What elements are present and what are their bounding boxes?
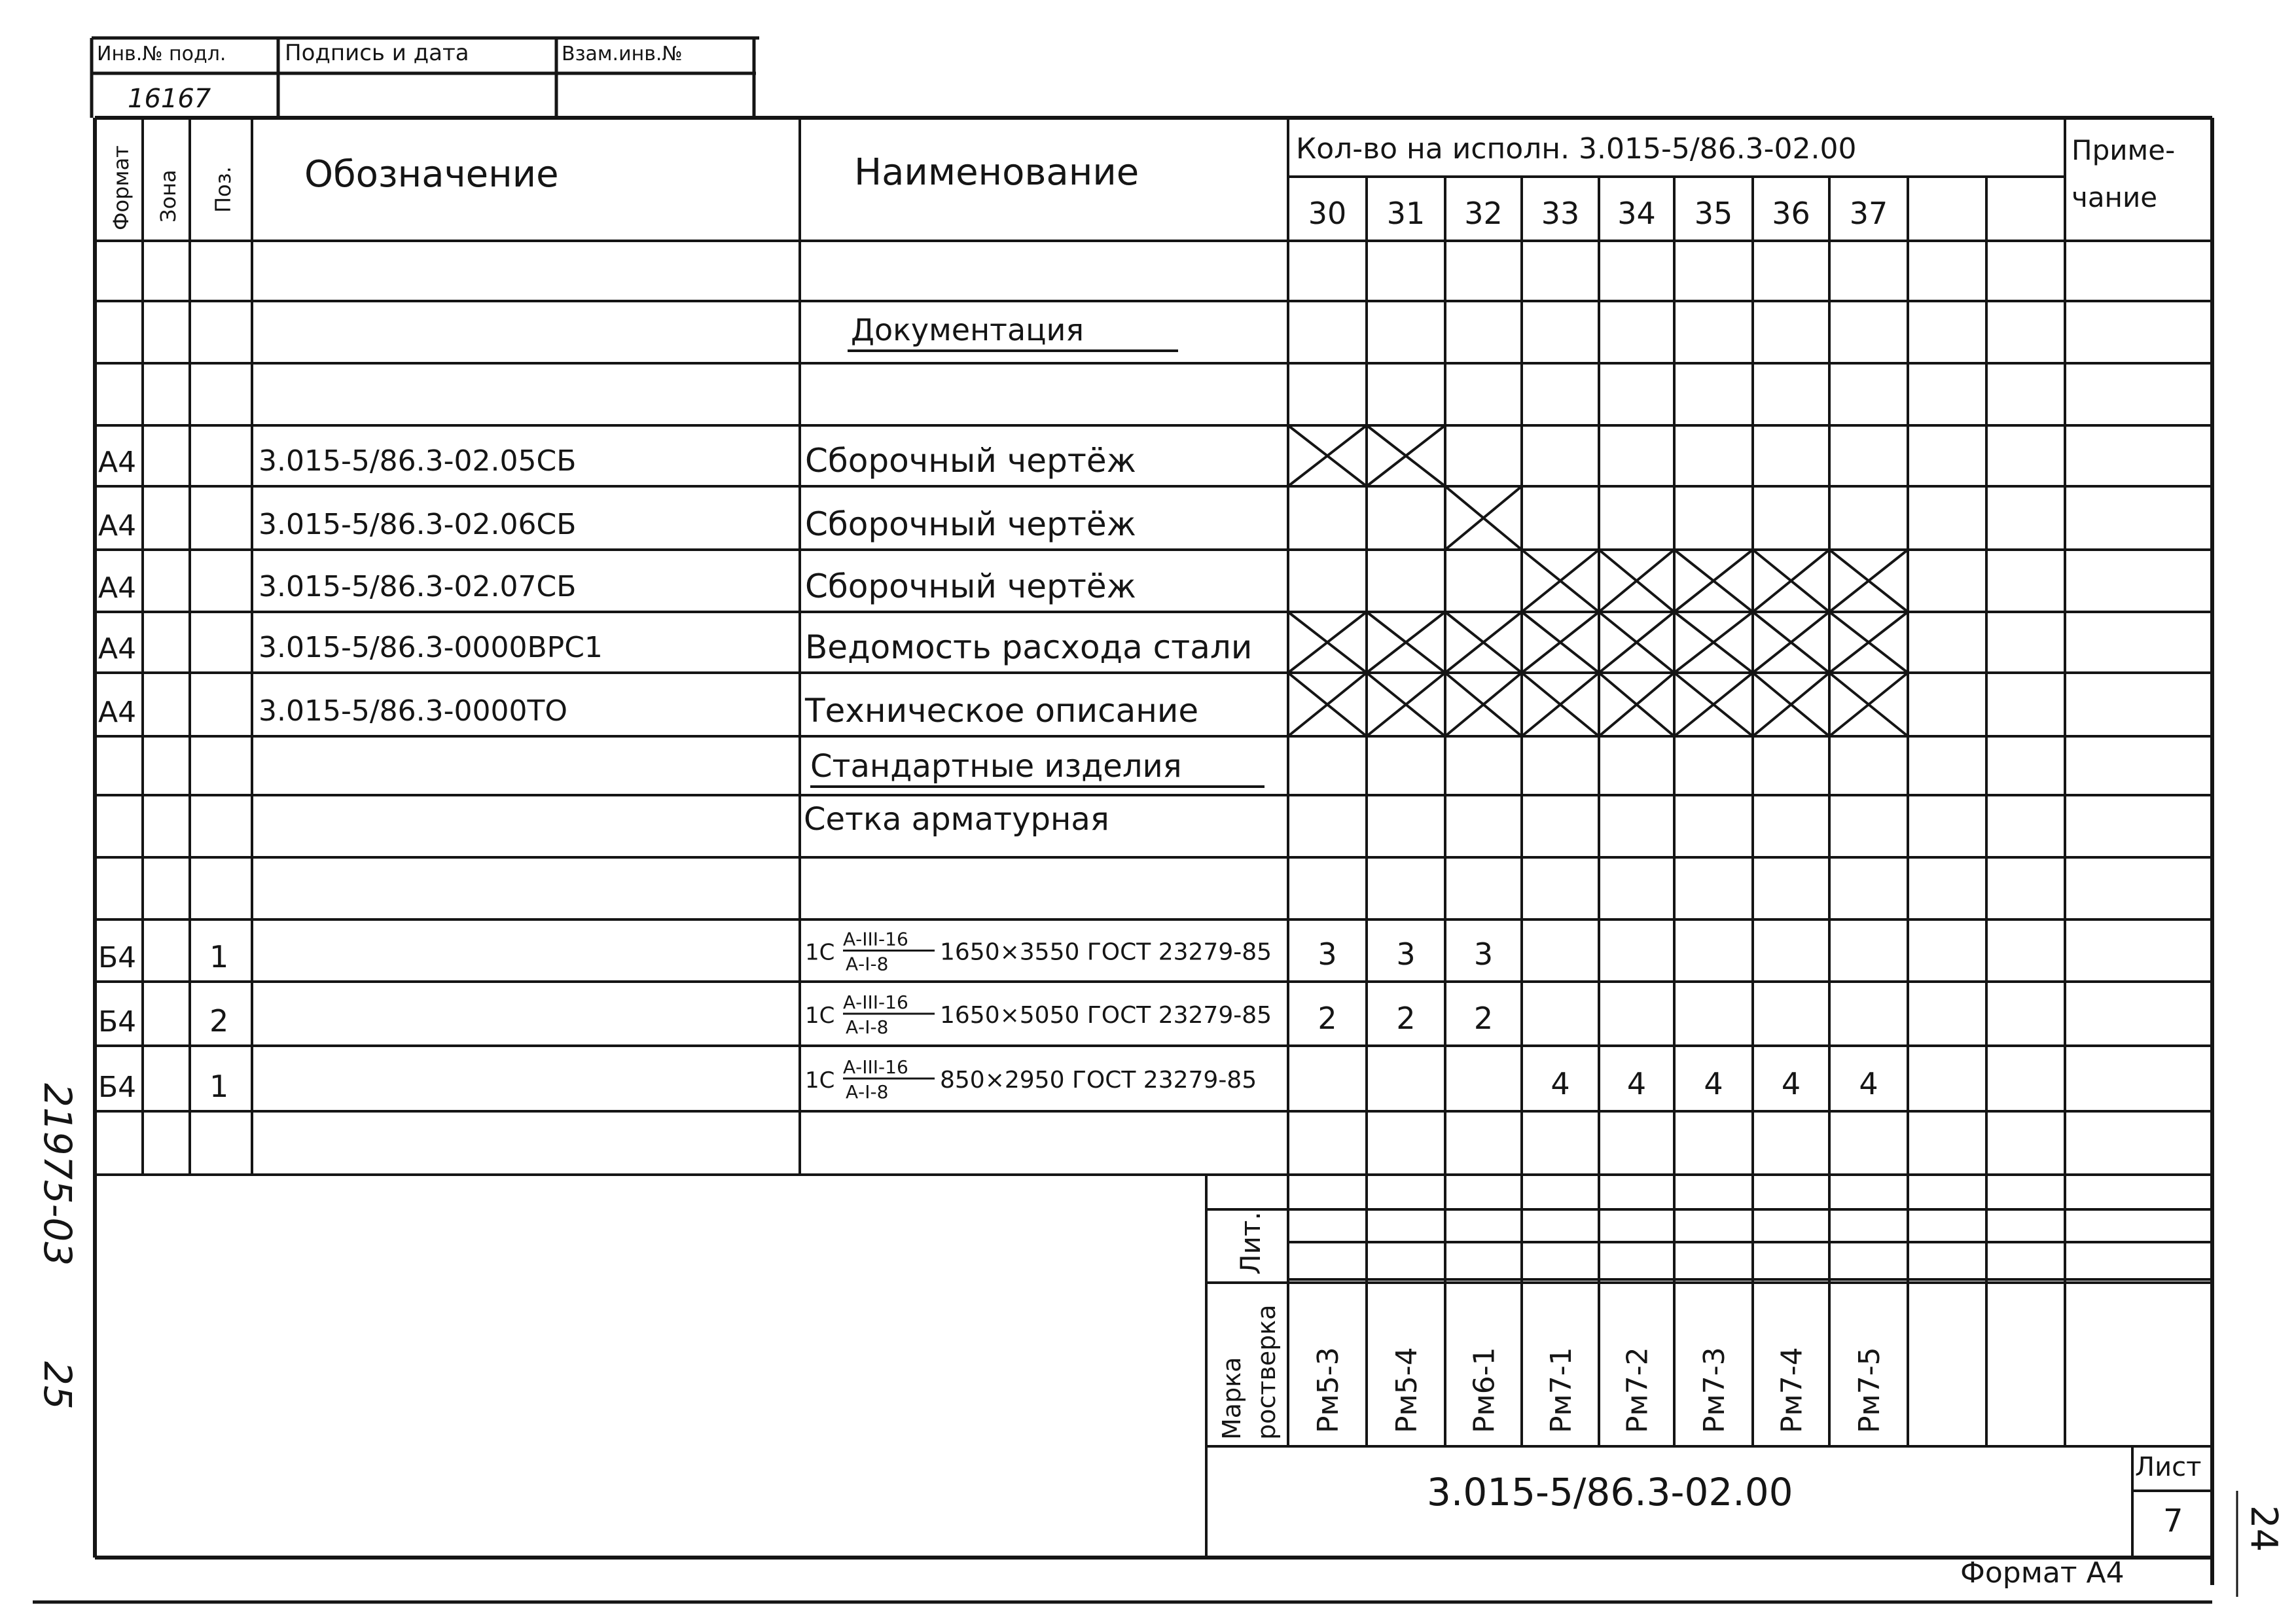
sheet-label: Лист (2135, 1452, 2202, 1482)
row-format: А4 (98, 446, 137, 479)
header-format: Формат (109, 145, 134, 230)
marka-label-line2: ростверка (1252, 1304, 1281, 1440)
qty-value: 4 (1626, 1066, 1647, 1101)
mesh-rest: 1650×5050 ГОСТ 23279-85 (940, 1002, 1272, 1029)
stamp-inv-value: 16167 (128, 84, 211, 114)
header-qty-title: Кол-во на исполн. 3.015-5/86.3-02.00 (1296, 132, 1857, 166)
row-format: Б4 (98, 1005, 137, 1039)
mesh-fraction-den: А-I-8 (846, 953, 889, 975)
row-format: А4 (98, 696, 137, 729)
mesh-fraction-den: А-I-8 (846, 1081, 889, 1103)
variant-header: 35 (1694, 196, 1733, 231)
row-position: 2 (209, 1003, 229, 1039)
mesh-rest: 1650×3550 ГОСТ 23279-85 (940, 938, 1272, 966)
section-standard-items: Стандартные изделия (810, 748, 1182, 785)
marka-value: Рм7-2 (1621, 1347, 1655, 1433)
page-number-left: 25 (35, 1361, 80, 1410)
marka-value: Рм5-3 (1312, 1347, 1345, 1433)
variant-header: 32 (1464, 196, 1503, 231)
stamp-sign-label: Подпись и дата (285, 40, 469, 66)
section-documentation: Документация (851, 312, 1085, 348)
mesh-rest: 850×2950 ГОСТ 23279-85 (940, 1067, 1257, 1094)
row-name: Техническое описание (805, 692, 1199, 730)
qty-value: 2 (1396, 1001, 1416, 1036)
mesh-row (98, 1056, 1878, 1104)
mesh-fraction-num: А-III-16 (843, 991, 908, 1013)
mesh-fraction-num: А-III-16 (843, 1056, 908, 1078)
mesh-fraction-num: А-III-16 (843, 928, 908, 950)
row-name: Ведомость расхода стали (805, 628, 1253, 666)
variant-header: 37 (1849, 196, 1888, 231)
sheet-number: 7 (2163, 1503, 2183, 1539)
grid-lines (33, 38, 2237, 1602)
marka-label-line1: Марка (1217, 1357, 1246, 1440)
header-note-line2: чание (2072, 181, 2158, 213)
margin-annotations (35, 1083, 2285, 1552)
header-note-line1: Приме- (2072, 134, 2176, 166)
marka-value: Рм7-1 (1545, 1347, 1578, 1433)
row-name: Сборочный чертёж (805, 505, 1136, 543)
documentation-rows (98, 425, 1908, 736)
variant-header: 30 (1308, 196, 1347, 231)
header-name: Наименование (854, 151, 1139, 194)
archive-stamp (97, 40, 683, 114)
row-format: А4 (98, 571, 137, 605)
stamp-inv-label: Инв.№ подл. (97, 43, 226, 65)
page-number-right: 24 (2242, 1505, 2285, 1552)
lit-label: Лит. (1234, 1211, 1266, 1275)
qty-value: 4 (1704, 1066, 1723, 1101)
qty-value: 3 (1318, 936, 1337, 972)
row-designation: 3.015-5/86.3-02.07СБ (259, 570, 577, 603)
variant-header: 34 (1617, 196, 1656, 231)
variant-header: 33 (1541, 196, 1580, 231)
qty-value: 2 (1318, 1001, 1337, 1036)
row-format: А4 (98, 632, 137, 666)
doc-row (98, 425, 1445, 486)
section-mesh: Сетка арматурная (804, 801, 1109, 838)
marka-value: Рм7-4 (1775, 1347, 1809, 1433)
doc-row (98, 486, 1522, 550)
doc-row (98, 612, 1908, 673)
mesh-row (98, 929, 1493, 975)
marka-value: Рм7-5 (1853, 1347, 1886, 1433)
mesh-prefix: 1С (805, 1067, 835, 1094)
lower-area (1217, 1211, 1886, 1440)
qty-value: 4 (1551, 1066, 1570, 1101)
header-pos: Поз. (211, 166, 236, 213)
mesh-row (98, 991, 1493, 1039)
mesh-prefix: 1С (805, 1003, 835, 1029)
header-designation: Обозначение (304, 153, 559, 196)
format-label: Формат А4 (1960, 1556, 2125, 1590)
mesh-prefix: 1С (805, 939, 835, 966)
qty-value: 4 (1859, 1066, 1878, 1101)
qty-value: 3 (1396, 936, 1416, 972)
row-format: Б4 (98, 1071, 137, 1104)
mesh-rows (98, 929, 1878, 1105)
document-code: 3.015-5/86.3-02.00 (1427, 1470, 1793, 1514)
row-designation: 3.015-5/86.3-02.05СБ (259, 444, 577, 478)
variant-header: 31 (1386, 196, 1426, 231)
doc-row (98, 673, 1908, 736)
row-format: А4 (98, 509, 137, 543)
header-zone: Зона (156, 169, 181, 223)
marka-value: Рм5-4 (1390, 1347, 1424, 1433)
row-designation: 3.015-5/86.3-0000ТО (259, 694, 567, 728)
mesh-fraction-den: А-I-8 (846, 1016, 889, 1038)
variant-header: 36 (1772, 196, 1810, 231)
doc-row (98, 550, 1908, 612)
column-headers (109, 132, 2175, 231)
row-designation: 3.015-5/86.3-02.06СБ (259, 508, 577, 541)
qty-value: 4 (1781, 1066, 1801, 1101)
qty-value: 3 (1473, 936, 1494, 972)
marka-value: Рм6-1 (1467, 1347, 1501, 1433)
row-position: 1 (209, 1069, 229, 1104)
archive-number: 21975-03 (35, 1083, 80, 1266)
row-format: Б4 (98, 941, 137, 974)
title-block (1427, 1452, 2201, 1590)
row-name: Сборочный чертёж (805, 442, 1136, 480)
marka-value: Рм7-3 (1698, 1347, 1731, 1433)
row-position: 1 (209, 939, 229, 974)
stamp-replace-label: Взам.инв.№ (562, 43, 683, 65)
qty-value: 2 (1473, 1001, 1494, 1036)
row-name: Сборочный чертёж (805, 567, 1136, 605)
row-designation: 3.015-5/86.3-0000ВРС1 (259, 631, 603, 664)
